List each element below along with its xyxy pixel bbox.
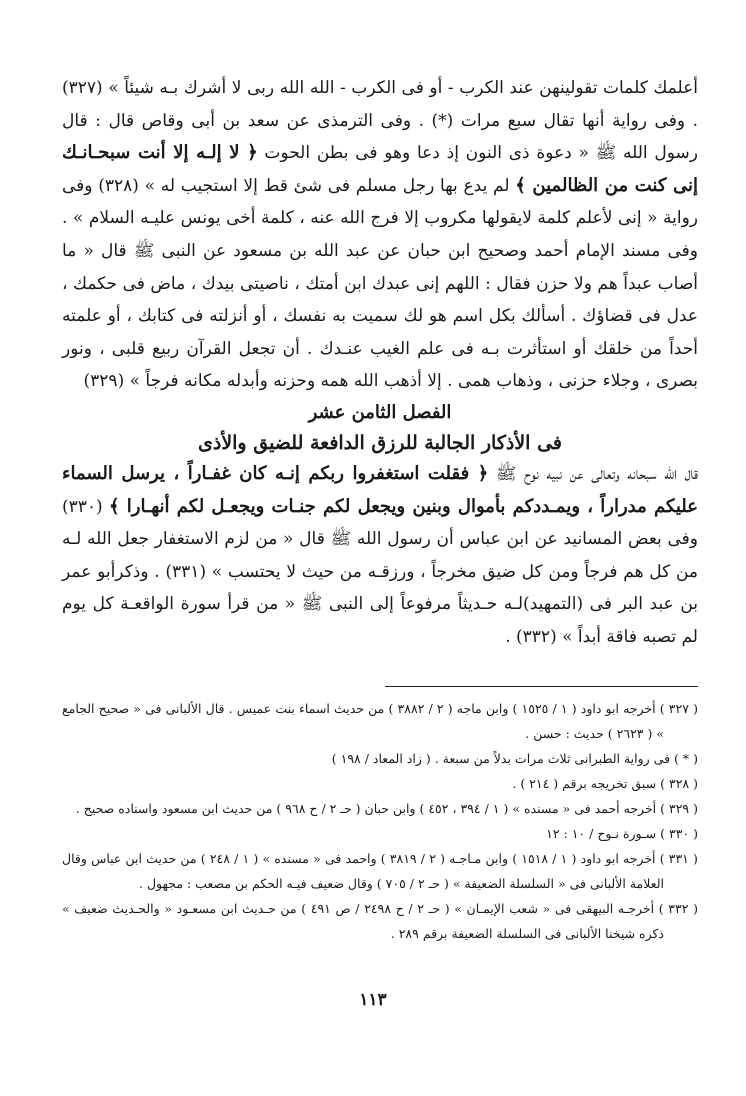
footnote <box>62 846 698 896</box>
chapter-title: فى الأذكار الجالبة للرزق الدافعة للضيق والأذى <box>197 431 562 454</box>
paragraph-2 <box>62 458 698 654</box>
paragraph-2-continued: (٣٣٠) وفى بعض المسانيد عن ابن عباس أن رسول الله ﷺ قال « من لزم الاستغفار جعل الله لـه من كل هم فرجاً ومن كل ضيق مخرجاً ، ورزقـه من حيث لا يحتسب » (٣٣١) . وذكرأبو عمر بن عبد البر فى (التمهيد)لـه حـديثاً مرفوعاً إلى النبى ﷺ « من قرأ سورة الواقعـة كل يوم لم تصبه فاقة أبداً » (٣٣٢) . <box>62 496 699 647</box>
footnote-text: سـورة نـوح / ١٠ : ١٢ <box>546 826 657 841</box>
footnote-text: سبق تخريجه برقم ( ٢١٤ ) . <box>512 776 657 791</box>
paragraph-2-text: قال الله سبحانه وتعالى عن نبيه نوح ﷺ <box>495 463 699 484</box>
footnote-marker: ( ٣٣٠ ) <box>660 826 698 841</box>
footnote-marker: ( ٣٣١ ) <box>659 851 698 866</box>
footnote <box>62 746 698 771</box>
footnotes <box>62 696 698 946</box>
footnote-marker: ( ٣٢٨ ) <box>660 776 698 791</box>
footnote-divider <box>385 686 698 687</box>
footnote-marker: ( ٣٣٢ ) <box>658 901 698 916</box>
footnote-marker: ( ٣٢٩ ) <box>660 801 698 816</box>
footnote-text: أخرجه أحمد فى « مسنده » ( ١ / ٣٩٤ ، ٤٥٢ ) وابن حبان ( حـ ٢ / ح ٩٦٨ ) من حديث ابن مسعود واسناده صحيح . <box>75 801 657 816</box>
footnote-marker: ( ٣٢٧ ) <box>659 701 698 716</box>
footnote <box>62 771 698 796</box>
chapter-heading: الفصل الثامن عشر <box>308 401 452 423</box>
paragraph-1-continued: لم يدع بها رجل مسلم فى شئ قط إلا استجيب له » (٣٢٨) وفى رواية « إنى لأعلم كلمة لايقولها مكروب إلا فرج الله عنه ، كلمة أخى يونس عليـه السلام » . وفى مسند الإمام أحمد وصحيح ابن حبان عن عبد الله بن مسعود عن النبى ﷺ قال « ما أصاب عبداً هم ولا حزن فقال : اللهم إنى عبدك ابن أمتك ، ناصيتى بيدك ، ماض فى حكمك ، عدل فى قضاؤك . أسألك بكل اسم هو لك سميت به نفسك ، أو أنزلته فى كتابك ، أو علمته أحداً من خلقك أو استأثرت بـه فى علم الغيب عنـدك . أن تجعل القرآن ربيع قلبى ، ونور بصرى ، وجلاء حزنى ، وذهاب همى . إلا أذهب الله همه وحزنه وأبدله مكانه فرجاً » (٣٢٩) <box>62 175 698 392</box>
footnote-text: أخرجـه البيهقى فى « شعب الإيمـان » ( حـ ٢ / ح ٢٤٩٨ / ص ٤٩١ ) من حـديث ابن مسعـود « والحـديث ضعيف » ذكره شيخنا الألبانى فى السلسلة الضعيفة برقم ٢٨٩ . <box>62 901 664 941</box>
footnote-text: أخرجه ابو داود ( ١ / ١٥١٨ ) وابن مـاجـه ( ٢ / ٣٨١٩ ) واحمد فى « مسنده » ( ١ / ٢٤٨ ) من حديث ابن عباس وقال العلامة الألبانى فى « السلسلة الضعيفة » ( حـ ٢ / ٧٠٥ ) وقال ضعيف فيـه الحكم بن مصعب : مجهول . <box>62 851 664 891</box>
footnote <box>62 821 698 846</box>
quran-quote-nuh: ﴿ فقلت استغفروا ربكم إنـه كان غفـاراً ، يرسل السماء عليكم مدراراً ، ويمـددكم بأموال وبنين ويجعل لكم جنـات ويجعـل لكم أنهـارا ﴾ <box>62 462 699 517</box>
footnote <box>62 696 698 746</box>
footnote-text: أخرجه ابو داود ( ١ / ١٥٢٥ ) وابن ماجه ( ٢ / ٣٨٨٢ ) من حديث اسماء بنت عميس . قال الألبانى فى « صحيح الجامع » ( ٢٦٢٣ ) حديث : حسن . <box>62 701 664 741</box>
quran-quote-yunus: ﴿ لا إلـه إلا أنت سبحـانـك إنى كنت من الظالمين ﴾ <box>62 142 699 196</box>
main-text <box>62 72 698 654</box>
footnote-marker: ( * ) <box>674 751 698 766</box>
footnote <box>62 896 698 946</box>
page-number: ١١٣ <box>359 990 387 1010</box>
footnote-text: فى رواية الطبرانى ثلاث مرات بدلاً من سبعة . ( زاد المعاد / ١٩٨ ) <box>331 751 671 766</box>
paragraph-1 <box>62 72 698 398</box>
footnote <box>62 796 698 821</box>
paragraph-1-text: أعلمك كلمات تقولينهن عند الكرب - أو فى الكرب - الله الله ربى لا أشرك بـه شيئاً » (٣٢٧) . وفى رواية أنها تقال سبع مرات (*) . وفى الترمذى عن سعد بن أبى وقاص قال : قال رسول الله ﷺ « دعوة ذى النون إذ دعا وهو فى بطن الحوت <box>62 78 698 164</box>
